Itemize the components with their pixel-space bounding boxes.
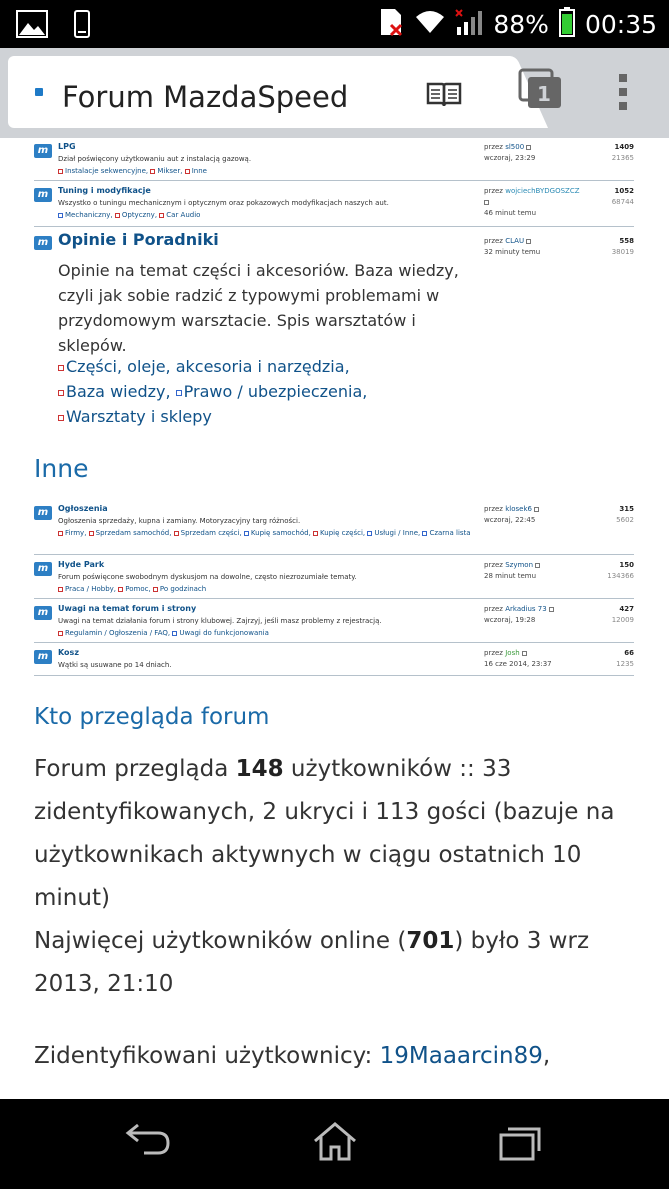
status-bar [0, 0, 669, 48]
user-link[interactable]: 19Maaarcin89 [379, 1043, 543, 1069]
subforum-link[interactable]: Czarna lista [429, 529, 471, 537]
forum-title[interactable]: Tuning i modyfikacje [58, 186, 151, 195]
forum-stats: 1052 68744 [611, 187, 634, 206]
forum-stats: 558 38019 [611, 237, 634, 256]
last-post-user[interactable]: CLAU [505, 237, 525, 245]
subforum-link[interactable]: Prawo / ubezpieczenia [183, 382, 363, 401]
who-online-title: Kto przegląda forum [34, 704, 270, 730]
subforum-link[interactable]: Instalacje sekwencyjne [65, 167, 146, 175]
back-button[interactable] [124, 1121, 172, 1165]
forum-desc: Forum poświęcone swobodnym dyskusjom na dowolne, często niezrozumiałe tematy. [58, 573, 357, 581]
recent-apps-button[interactable] [498, 1121, 544, 1167]
last-post-user[interactable]: Josh [505, 649, 520, 657]
divider [34, 180, 634, 181]
last-post-user[interactable]: klosek6 [505, 505, 532, 513]
page-content [0, 138, 669, 1099]
forum-row [34, 186, 634, 226]
forum-title[interactable]: Opinie i Poradniki [58, 230, 219, 249]
last-post: przez wojciechBYDGOSZCZ 46 minut temu [484, 187, 580, 217]
subforum-link[interactable]: Sprzedam części [180, 529, 240, 537]
subforum-link[interactable]: Usługi / Inne [374, 529, 418, 537]
subforum-link[interactable]: Warsztaty i sklepy [66, 407, 212, 426]
battery-icon [559, 7, 575, 41]
subforum-link[interactable]: Mikser [157, 167, 181, 175]
clock: 00:35 [584, 9, 657, 39]
last-post: przez sl500 wczoraj, 23:29 [484, 143, 536, 162]
forum-icon: m [34, 506, 52, 520]
subforum-list: Mechaniczny, Optyczny, Car Audio [58, 210, 478, 221]
category-title[interactable]: Inne [34, 454, 89, 483]
forum-desc: Wątki są usuwane po 14 dniach. [58, 661, 172, 669]
who-online-text: Forum przegląda 148 użytkowników :: 33 zidentyfikowanych, 2 ukryci i 113 gości (bazuje na użytkownikach aktywnych w ciągu ostatnich 10 minut) Najwięcej użytkowników online (701) było 3 wrz 2013, 21:10 [34, 756, 615, 997]
forum-stats: 427 12009 [611, 605, 634, 624]
subforum-link[interactable]: Kupię części [320, 529, 363, 537]
forum-row [34, 604, 634, 644]
forum-title[interactable]: Uwagi na temat forum i strony [58, 604, 197, 613]
divider [34, 598, 634, 599]
subforum-list: Regulamin / Ogłoszenia / FAQ, Uwagi do funkcjonowania [58, 628, 478, 639]
subforum-link[interactable]: Baza wiedzy [66, 382, 166, 401]
battery-percent: 88% [493, 9, 549, 39]
subforum-link[interactable]: Regulamin / Ogłoszenia / FAQ [65, 629, 168, 637]
site-favicon-icon [35, 88, 43, 96]
tab-switcher-button[interactable] [518, 68, 564, 114]
forum-icon: m [34, 606, 52, 620]
forum-desc: Opinie na temat części i akcesoriów. Baza wiedzy, czyli jak sobie radzić z typowymi problemami w przydomowym warsztacie. Spis warsztatów i sklepów. [58, 261, 459, 355]
last-post: przez CLAU 32 minuty temu [484, 237, 541, 256]
page-title: Forum MazdaSpeed [62, 80, 349, 114]
subforum-link[interactable]: Sprzedam samochód [95, 529, 170, 537]
divider [34, 554, 634, 555]
wifi-icon [415, 9, 445, 39]
signal-icon [455, 9, 483, 39]
forum-icon: m [34, 236, 52, 250]
subforum-list: Części, oleje, akcesoria i narzędzia, Baza wiedzy, Prawo / ubezpieczenia, Warsztaty i sklepy [58, 354, 478, 429]
identified-users: Zidentyfikowani użytkownicy: 19Maaarcin89, [34, 1043, 551, 1069]
overflow-menu-button[interactable] [616, 72, 630, 116]
last-post: przez Josh 16 cze 2014, 23:37 [484, 649, 552, 668]
forum-row [34, 560, 634, 600]
last-post-user[interactable]: sl500 [505, 143, 525, 151]
subforum-link[interactable]: Car Audio [166, 211, 201, 219]
last-post: przez Arkadius 73 wczoraj, 19:28 [484, 604, 594, 626]
subforum-list: Instalacje sekwencyjne, Mikser, Inne [58, 166, 478, 177]
divider [34, 226, 634, 227]
last-post: przez klosek6 wczoraj, 22:45 [484, 504, 594, 526]
forum-title[interactable]: Ogłoszenia [58, 504, 108, 513]
divider [34, 675, 634, 676]
forum-icon: m [34, 144, 52, 158]
forum-row [34, 142, 634, 182]
phone-icon [74, 10, 90, 42]
forum-stats: 150 134366 [607, 561, 634, 580]
navigation-bar [0, 1099, 669, 1189]
subforum-link[interactable]: Pomoc [125, 585, 149, 593]
omnibox[interactable] [8, 56, 502, 128]
forum-stats: 1409 21365 [611, 143, 634, 162]
subforum-link[interactable]: Po godzinach [159, 585, 207, 593]
sim-error-icon [379, 7, 405, 41]
forum-stats: 66 1235 [616, 649, 634, 668]
forum-row [34, 648, 634, 678]
forum-title[interactable]: Kosz [58, 648, 79, 657]
subforum-link[interactable]: Optyczny [121, 211, 155, 219]
gallery-icon [16, 10, 48, 42]
subforum-link[interactable]: Kupię samochód [250, 529, 309, 537]
forum-desc: Dział poświęcony użytkowaniu aut z instalacją gazową. [58, 155, 252, 163]
subforum-link[interactable]: Części, oleje, akcesoria i narzędzia [66, 357, 345, 376]
forum-desc: Ogłoszenia sprzedaży, kupna i zamiany. Motoryzacyjny targ różności. [58, 517, 301, 525]
forum-title[interactable]: Hyde Park [58, 560, 105, 569]
subforum-link[interactable]: Praca / Hobby [65, 585, 114, 593]
subforum-link[interactable]: Firmy [65, 529, 85, 537]
divider [34, 642, 634, 643]
browser-toolbar [0, 48, 669, 138]
forum-icon: m [34, 562, 52, 576]
tab-count: 1 [537, 82, 551, 106]
subforum-list: Firmy, Sprzedam samochód, Sprzedam części, Kupię samochód, Kupię części, Usługi / Inne, Czarna lista [58, 528, 478, 539]
forum-desc: Wszystko o tuningu mechanicznym i optycznym oraz pokazowych modyfikacjach naszych aut. [58, 199, 389, 207]
forum-title[interactable]: LPG [58, 142, 76, 151]
forum-row [34, 504, 634, 554]
subforum-link[interactable]: Inne [191, 167, 207, 175]
home-button[interactable] [312, 1121, 358, 1167]
forum-stats: 315 5602 [616, 505, 634, 524]
last-post: przez Szymon 28 minut temu [484, 560, 594, 582]
forum-row [34, 230, 634, 436]
forum-icon: m [34, 650, 52, 664]
last-post-user[interactable]: Szymon [505, 561, 534, 569]
last-post-user[interactable]: Arkadius 73 [505, 605, 547, 613]
subforum-list: Praca / Hobby, Pomoc, Po godzinach [58, 584, 478, 595]
forum-desc: Uwagi na temat działania forum i strony klubowej. Zajrzyj, jeśli masz problemy z rejestracją. [58, 617, 382, 625]
subforum-link[interactable]: Mechaniczny [65, 211, 111, 219]
last-post-user[interactable]: wojciechBYDGOSZCZ [505, 187, 580, 195]
forum-icon: m [34, 188, 52, 202]
subforum-link[interactable]: Uwagi do funkcjonowania [179, 629, 269, 637]
reader-mode-icon[interactable] [426, 82, 462, 112]
